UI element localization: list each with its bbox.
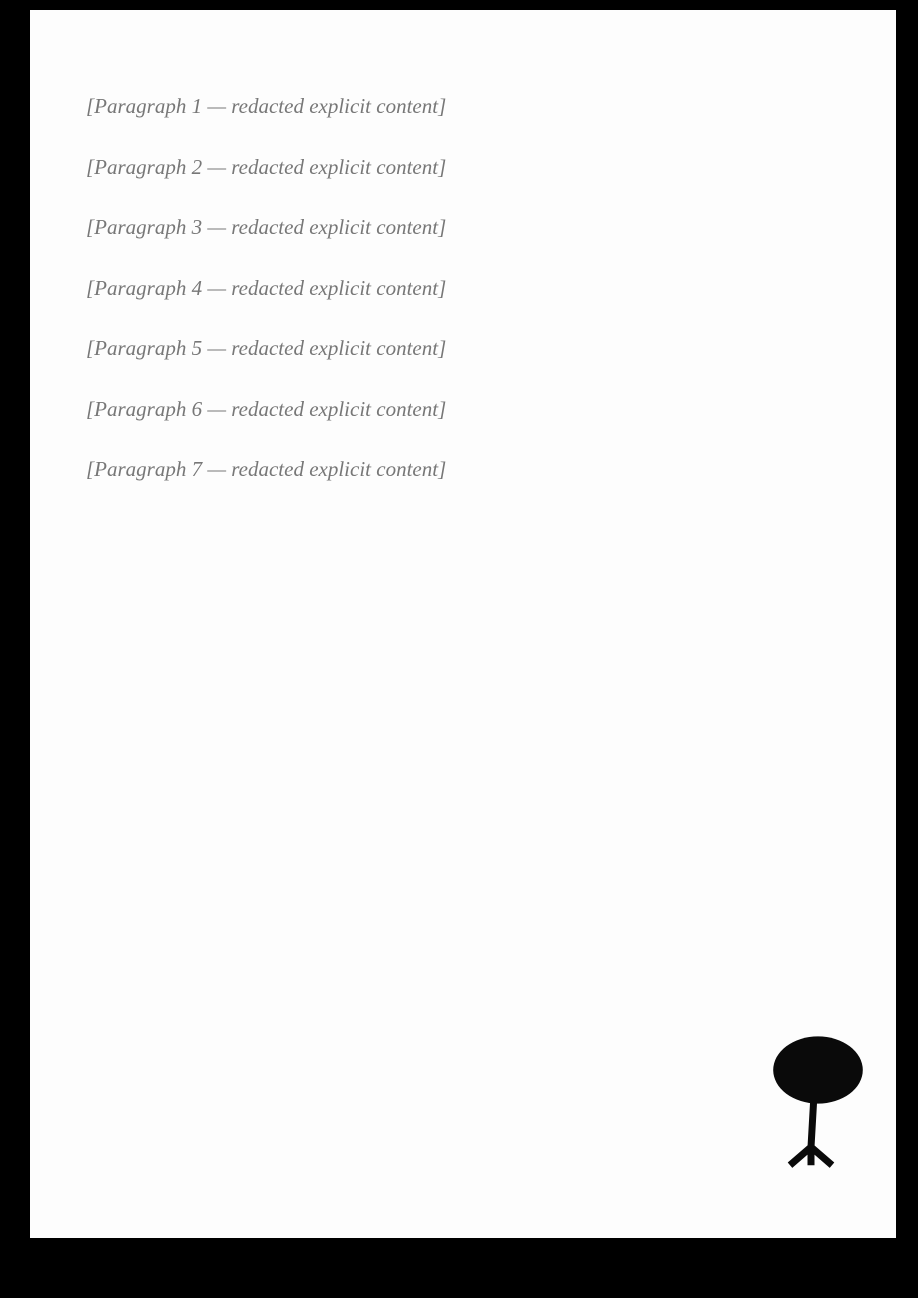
paragraph: [Paragraph 2 — redacted explicit content] <box>86 154 447 179</box>
text-area <box>30 10 896 1238</box>
tree-logo-icon <box>736 1028 886 1168</box>
paragraph: [Paragraph 3 — redacted explicit content] <box>86 215 447 240</box>
paragraph: [Paragraph 5 — redacted explicit content] <box>86 336 447 361</box>
paragraph: [Paragraph 7 — redacted explicit content] <box>86 457 447 482</box>
paragraph: [Paragraph 4 — redacted explicit content] <box>86 275 447 300</box>
paragraph: [Paragraph 6 — redacted explicit content] <box>86 396 447 421</box>
paragraph: [Paragraph 1 — redacted explicit content] <box>86 94 447 118</box>
